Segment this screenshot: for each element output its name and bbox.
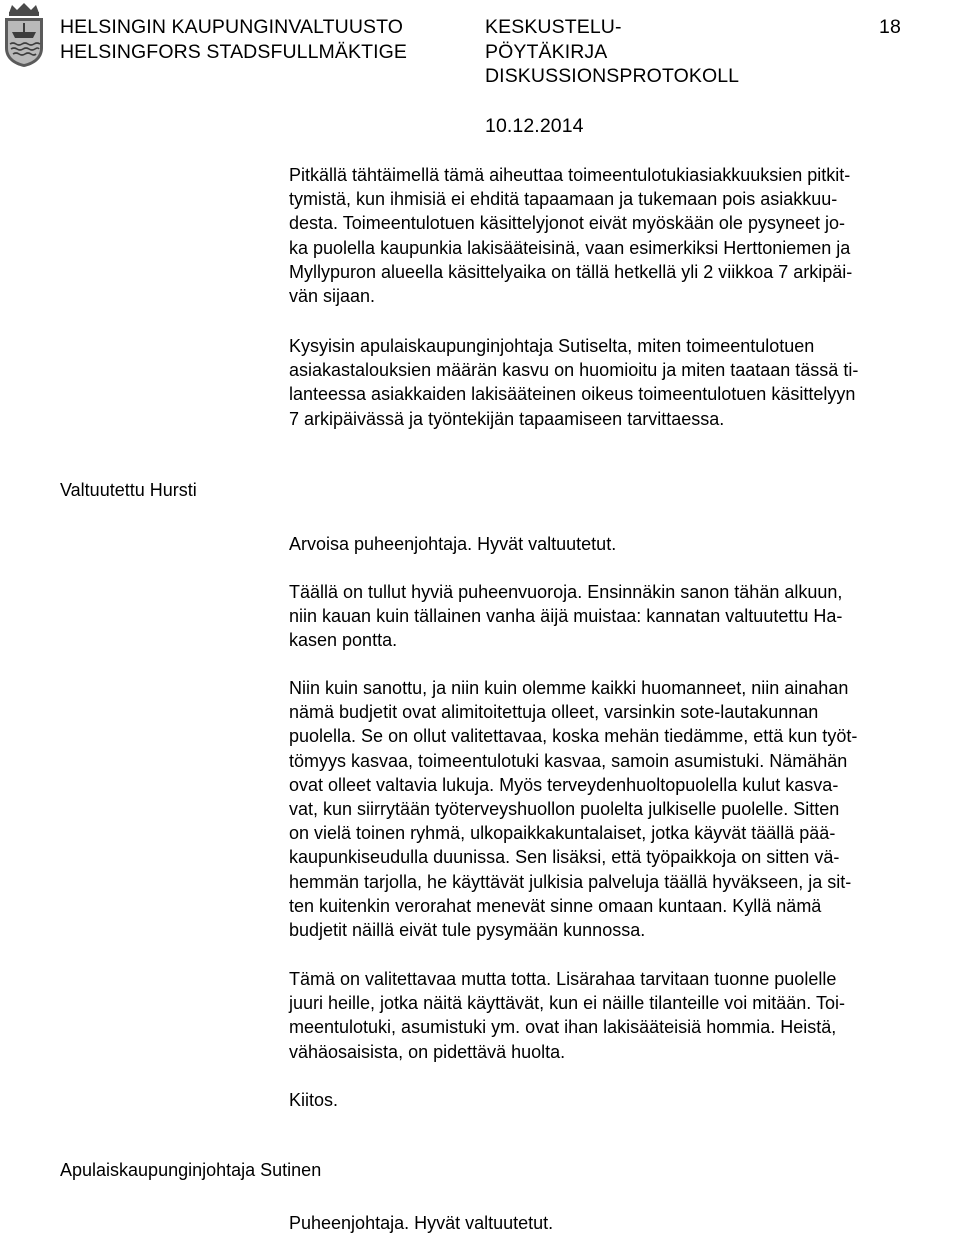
organization-name-sv: HELSINGFORS STADSFULLMÄKTIGE: [60, 40, 408, 63]
text-line: 7 arkipäivässä ja työntekijän tapaamiseen tarvittaessa.: [289, 408, 725, 429]
text-line: Kiitos.: [289, 1090, 339, 1110]
text-line: juuri heille, jotka näitä käyttävät, kun ei näille tilanteille voi mitään. Toi-: [289, 993, 845, 1014]
text-line: tymistä, kun ihmisiä ei ehditä tapaamaan ja tukemaan pois asiakkuu-: [289, 189, 838, 210]
text-line: budjetit näillä eivät tule pysymään kunnossa.: [289, 920, 646, 941]
text-line: lanteessa asiakkaiden lakisääteinen oikeus toimeentulotuen käsittelyyn: [289, 384, 856, 405]
body-paragraph: [289, 334, 957, 431]
body-paragraph: [289, 163, 957, 308]
text-line: vän sijaan.: [289, 286, 376, 307]
text-line: meentulotuki, asumistuki ym. ovat ihan lakisääteisiä hommia. Heistä,: [289, 1017, 837, 1038]
body-paragraph: [289, 1088, 957, 1112]
text-line: Tämä on valitettavaa mutta totta. Lisärahaa tarvitaan tuonne puolelle: [289, 969, 837, 989]
text-line: Niin kuin sanottu, ja niin kuin olemme kaikki huomanneet, niin ainahan: [289, 678, 849, 698]
body-paragraph: [289, 676, 957, 942]
page-number: 18: [879, 16, 901, 38]
text-line: Myllypuron alueella käsittelyaika on tällä hetkellä yli 2 viikkoa 7 arkipäi-: [289, 261, 853, 282]
speaker-name: Valtuutettu Hursti: [60, 480, 197, 500]
text-line: Kysyisin apulaiskaupunginjohtaja Sutiselta, miten toimeentulotuen: [289, 336, 815, 356]
text-line: tömyys kasvaa, toimeentulotuki kasvaa, samoin asumistuki. Nämähän: [289, 750, 848, 771]
text-line: kaupunkiseudulla duunissa. Sen lisäksi, että työpaikkoja on sitten vä-: [289, 847, 840, 868]
text-line: desta. Toimeentulotuen käsittelyjonot eivät myöskään ole pysyneet jo-: [289, 213, 845, 234]
text-line: hemmän tarjolla, he käyttävät julkisia palveluja täällä hyväkseen, ja sit-: [289, 871, 852, 892]
text-line: nämä budjetit ovat alimitoitettuja olleet, varsinkin sote-lautakunnan: [289, 702, 819, 723]
organization-name-fi: HELSINGIN KAUPUNGINVALTUUSTO: [60, 16, 404, 38]
document-type-line: KESKUSTELU-: [485, 16, 622, 38]
body-paragraph: [289, 532, 957, 556]
document-date: 10.12.2014: [485, 115, 584, 137]
text-line: puolella. Se on ollut valitettavaa, koska mehän tiedämme, että kun työt-: [289, 726, 858, 747]
body-paragraph: [289, 580, 957, 653]
helsinki-coat-of-arms-logo: [2, 2, 46, 68]
text-line: asiakastalouksien määrän kasvu on huomioitu ja miten taataan tässä ti-: [289, 360, 859, 381]
text-line: ka puolella kaupunkia lakisääteisinä, vaan esimerkiksi Herttoniemen ja: [289, 237, 851, 258]
text-line: ten kuitenkin verorahat menevät sinne omaan kuntaan. Kyllä nämä: [289, 895, 822, 916]
body-paragraph: [289, 967, 957, 1064]
text-line: niin kauan kuin tällainen vanha äijä muistaa: kannatan valtuutettu Ha-: [289, 606, 843, 627]
organization-name: [60, 15, 407, 64]
text-line: Täällä on tullut hyviä puheenvuoroja. Ensinnäkin sanon tähän alkuun,: [289, 582, 843, 602]
body-paragraph: [289, 1211, 957, 1235]
document-type: [485, 15, 739, 89]
text-line: kasen pontta.: [289, 630, 398, 651]
text-line: vähäosaisista, on pidettävä huolta.: [289, 1041, 566, 1062]
speaker-name: Apulaiskaupunginjohtaja Sutinen: [60, 1160, 322, 1180]
document-type-line: DISKUSSIONSPROTOKOLL: [485, 65, 740, 87]
text-line: Puheenjohtaja. Hyvät valtuutetut.: [289, 1213, 554, 1233]
text-line: Pitkällä tähtäimellä tämä aiheuttaa toimeentulotukiasiakkuuksien pitkit-: [289, 165, 851, 185]
text-line: on vielä toinen ryhmä, ulkopaikkakuntalaiset, jotka käyvät täällä pää-: [289, 823, 836, 844]
text-line: Arvoisa puheenjohtaja. Hyvät valtuutetut.: [289, 534, 617, 554]
document-type-line: PÖYTÄKIRJA: [485, 40, 608, 63]
text-line: vat, kun siirrytään työterveyshuollon puolelta julkiselle puolelle. Sitten: [289, 799, 840, 820]
text-line: ovat olleet valtavia lukuja. Myös terveydenhuoltopuolella kulut kasva-: [289, 774, 839, 795]
